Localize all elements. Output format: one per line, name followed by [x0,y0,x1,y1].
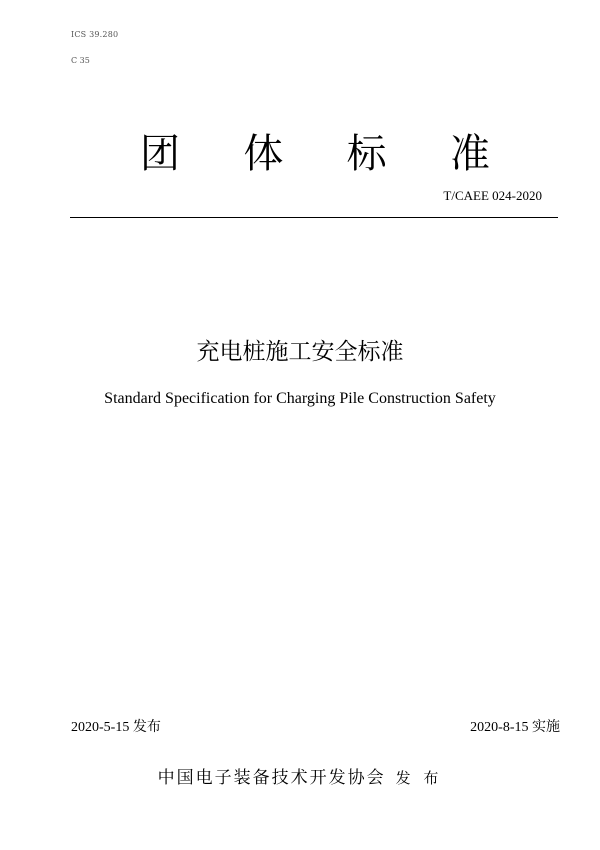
document-type-char: 体 [243,131,284,177]
publisher-suffix: 发 布 [395,769,443,787]
standard-number: T/CAEE 024-2020 [443,188,542,203]
header-divider [70,217,558,218]
document-type-char: 标 [346,131,387,177]
publisher-line [0,763,600,788]
document-type-title [140,122,490,179]
ccs-code: C 35 [71,56,90,65]
document-type-char: 团 [140,131,180,177]
english-title: Standard Specification for Charging Pile Construction Safety [104,390,496,407]
ics-code: ICS 39.280 [71,30,119,39]
publisher-name: 中国电子装备技术开发协会 [157,768,386,788]
publish-date: 2020-5-15 发布 [71,720,161,735]
implement-date: 2020-8-15 实施 [470,720,560,735]
chinese-title: 充电桩施工安全标准 [196,339,404,365]
document-type-char: 准 [449,131,490,177]
